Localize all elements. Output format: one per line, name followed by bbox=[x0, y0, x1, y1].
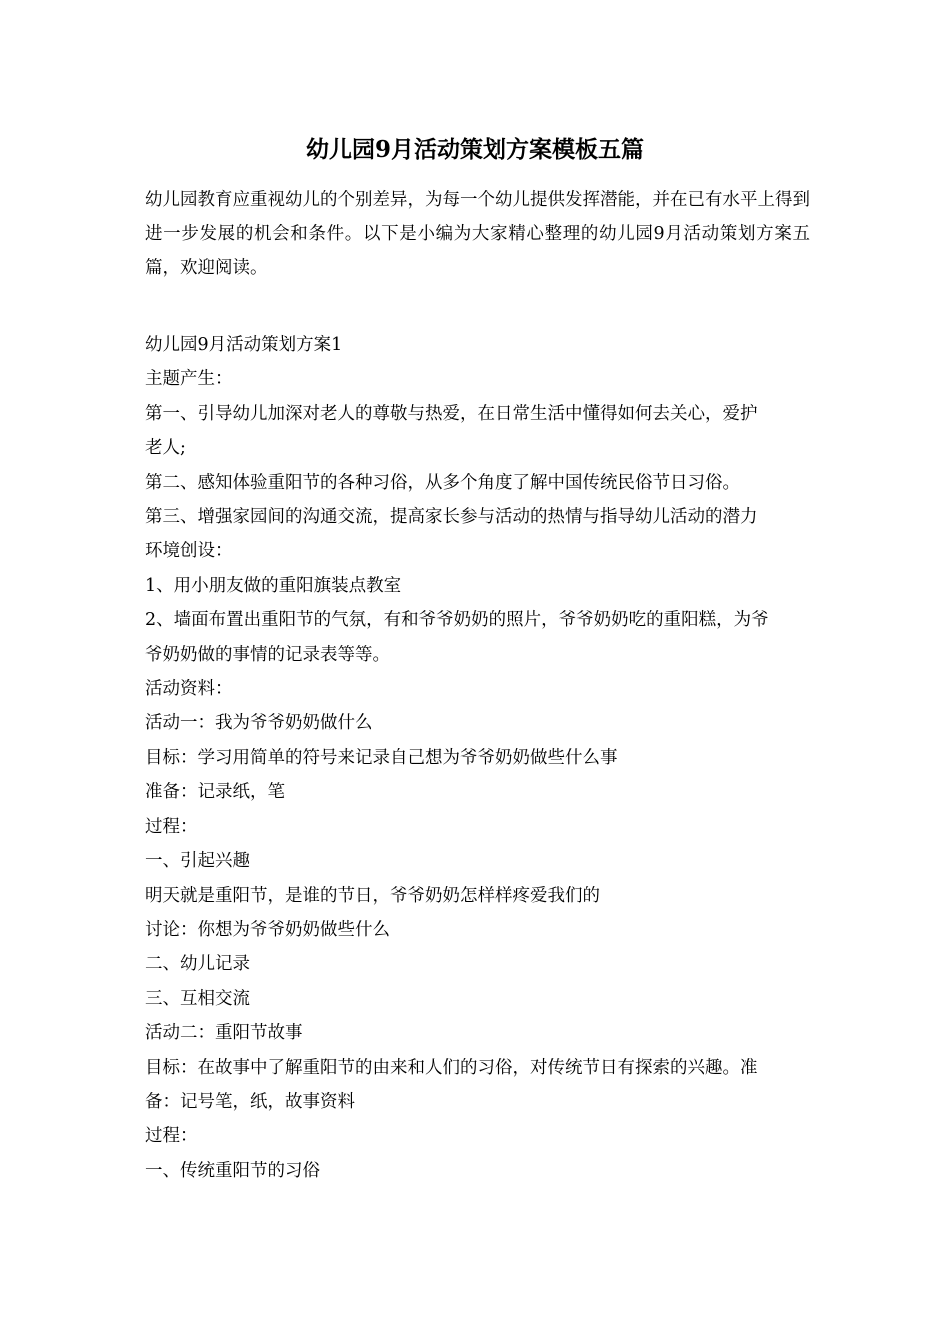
intro-paragraph: 幼儿园教育应重视幼儿的个别差异，为每一个幼儿提供发挥潜能，并在已有水平上得到进一步发展的机会和条件。以下是小编为大家精心整理的幼儿园9月活动策划方案五篇，欢迎阅读。 bbox=[145, 190, 810, 278]
body-line: 2、墙面布置出重阳节的气氛，有和爷爷奶奶的照片，爷爷奶奶吃的重阳糕，为爷 bbox=[145, 610, 769, 631]
body-line: 第二、感知体验重阳节的各种习俗，从多个角度了解中国传统民俗节日习俗。 bbox=[145, 472, 740, 493]
body-line: 主题产生： bbox=[145, 369, 233, 390]
body-line: 爷奶奶做的事情的记录表等等。 bbox=[145, 644, 390, 665]
body-line: 第三、增强家园间的沟通交流，提高家长参与活动的热情与指导幼儿活动的潜力 bbox=[145, 507, 758, 528]
body-line: 活动二：重阳节故事 bbox=[145, 1023, 303, 1044]
body-line: 1、用小朋友做的重阳旗装点教室 bbox=[145, 575, 402, 596]
body-line: 老人; bbox=[145, 438, 186, 459]
body-line: 过程： bbox=[145, 816, 198, 837]
body-line: 备：记号笔，纸，故事资料 bbox=[145, 1091, 355, 1112]
body-line: 明天就是重阳节，是谁的节日，爷爷奶奶怎样样疼爱我们的 bbox=[145, 885, 600, 906]
body-line: 讨论：你想为爷爷奶奶做些什么 bbox=[145, 919, 390, 940]
body-line: 过程： bbox=[145, 1126, 198, 1147]
body-line: 目标：在故事中了解重阳节的由来和人们的习俗，对传统节日有探索的兴趣。准 bbox=[145, 1057, 758, 1078]
body-line: 目标：学习用简单的符号来记录自己想为爷爷奶奶做些什么事 bbox=[145, 747, 618, 768]
body-line: 第一、引导幼儿加深对老人的尊敬与热爱，在日常生活中懂得如何去关心，爱护 bbox=[145, 403, 758, 424]
body-line: 幼儿园9月活动策划方案1 bbox=[145, 335, 343, 355]
body-line: 三、互相交流 bbox=[145, 988, 250, 1009]
body-line: 一、引起兴趣 bbox=[145, 851, 250, 872]
body-line: 活动资料： bbox=[145, 679, 233, 700]
body-line: 二、幼儿记录 bbox=[145, 954, 250, 975]
body-line: 环境创设： bbox=[145, 541, 233, 562]
body-line: 一、传统重阳节的习俗 bbox=[145, 1160, 320, 1181]
body-line: 活动一：我为爷爷奶奶做什么 bbox=[145, 713, 373, 734]
document-body bbox=[145, 328, 810, 1188]
document-title: 幼儿园9月活动策划方案模板五篇 bbox=[305, 136, 644, 163]
body-line: 准备：记录纸，笔 bbox=[145, 782, 285, 803]
